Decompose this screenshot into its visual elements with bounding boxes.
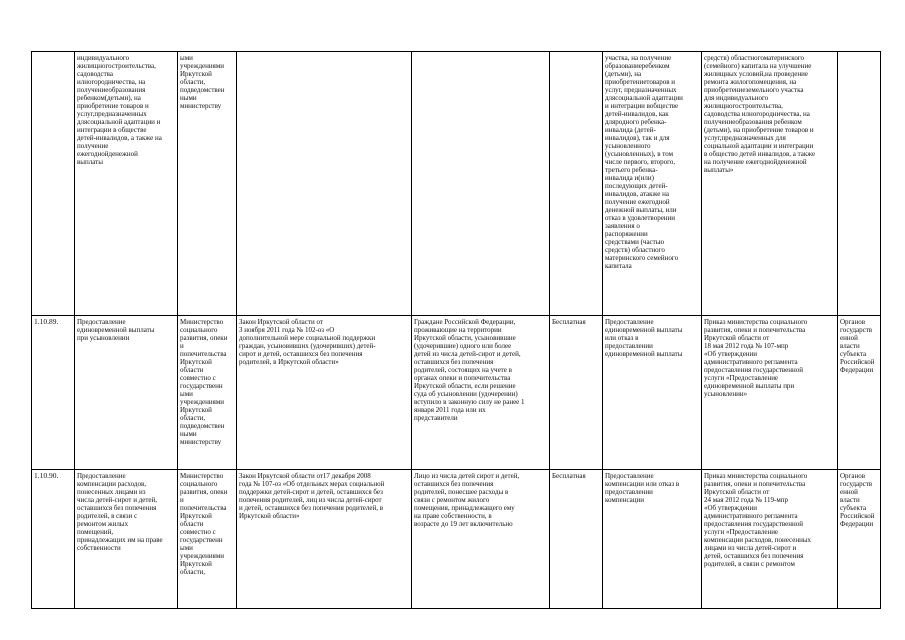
- row-divider: [31, 469, 881, 470]
- table-border-right: [880, 51, 881, 609]
- cell-recipients: Лицо из числа детей сирот и детей, оставшихся без попечения родителей, понесшее расходы в связи с ремонтом жилого помещения, принадлежащего ему на праве собственности, в возрасте до 19 лет включительно: [414, 472, 520, 528]
- table-border-left: [31, 51, 32, 609]
- cell-fee: Бесплатная: [552, 318, 586, 326]
- column-divider: [411, 51, 412, 609]
- row-number: 1.10.89.: [34, 318, 59, 326]
- cell-result: Предоставление компенсации или отказ в предоставлении компенсации: [605, 472, 680, 504]
- cell-authority: Органов государств енной власти субъекта Российской Федерации: [840, 472, 875, 528]
- column-divider: [602, 51, 603, 609]
- cell-result: Предоставление единовременной выплаты или отказ в предоставлении единовременной выплаты: [605, 318, 683, 358]
- cell-service: Предоставление единовременной выплаты при усыновлении: [77, 318, 155, 342]
- column-divider: [701, 51, 702, 609]
- cell-provider-continued: ыми учреждениями Иркутской области, подведомствен ными министерству: [180, 54, 225, 110]
- column-divider: [74, 51, 75, 609]
- cell-recipients: Граждане Российской Федерации, проживающие на территории Иркутской области, усыновившие (удочерившие) одного или более детей из числа детей-сирот и детей, оставшихся без попечения родителей, состоящих на учете в органах опеки и попечительства Иркутской области, если решение суда об усыновлении (удочерении) вступило в законную силу не ранее 1 января 2011 года или их представители: [414, 318, 525, 422]
- cell-fee: Бесплатная: [552, 472, 586, 480]
- row-number: 1.10.90.: [34, 472, 59, 480]
- cell-regulation-continued: средств) областногоматеринского (семейного) капитала на улучшение жилищных условий,на проведение ремонта жилогопомещения, на приобретениеземельного участка для индивидуального жилищногостроительства, садоводства илногородничества, на получениеобразования ребенком (детьми), на приобретение товаров и услуг,предназначенных для социальной адаптации и интеграции в общество детей инвалидов, а также на получение ежегоднойденежной выплаты»: [704, 54, 816, 174]
- column-divider: [177, 51, 178, 609]
- cell-authority: Органов государств енной власти субъекта Российской Федерации: [840, 318, 875, 374]
- cell-law: Закон Иркутской области от17 декабря 2008 года № 107-оз «Об отдельных мерах социальной поддержки детей-сирот и детей, оставшихся без попечения родителей, лиц из числа детей-сирот и детей, оставшихся без попечения родителей, в Иркутской области»: [239, 472, 385, 520]
- column-divider: [837, 51, 838, 609]
- table-border-top: [31, 51, 881, 52]
- cell-provider: Министерство социального развития, опеки и попечительства Иркутской области совместно с государственн ыми учреждениями Иркутской области,: [180, 472, 228, 576]
- cell-service: Предоставление компенсации расходов, понесенных лицами из числа детей-сирот и детей, оставшихся без попечения родителей, в связи с ремонтом жилых помещений, принадлежащих им на праве собственности: [77, 472, 163, 552]
- cell-law: Закон Иркутской области от 3 ноября 2011 года № 102-оз «О дополнительной мере социальной поддержки граждан, усыновивших (удочеривших) детей- сирот и детей, оставшихся без попечения родителей, в Иркутской области»: [239, 318, 376, 366]
- cell-service-continued: индивидуального жилищногостроительства, садоводства илногородничества, на получениеобразования ребенком(детьми), на приобретение товаров и услуг,предназначенных длясоциальной адаптации и интеграции в обществе детей-инвалидов, а также на получение ежегоднойденежной выплаты: [77, 54, 162, 166]
- cell-provider: Министерство социального развития, опеки и попечительства Иркутской области совместно с государственн ыми учреждениями Иркутской области, подведомствен ными министерству: [180, 318, 228, 446]
- column-divider: [549, 51, 550, 609]
- cell-regulation: Приказ министерства социального развития, опеки и попечительства Иркутской области от 18 мая 2012 года № 107-мпр «Об утверждении административного регламента предоставления государственной услуги «Предоставление единовременной выплаты при усыновлении»: [704, 318, 808, 398]
- row-divider: [31, 315, 881, 316]
- column-divider: [236, 51, 237, 609]
- table-border-bottom: [31, 608, 881, 609]
- cell-result-continued: участка, на получение образованиеребенком (детьми), на приобретениетоваров и услуг, предназначенных длясоциальной адаптации и интеграции вобществе детей-инвалидов, как дляродного ребенка- инвалида (детей- инвалидов), так и для усыновленного (усыновленных), в том числе первого, второго, третьего ребенка- инвалида и(или) последующих детей- инвалидов, атакже на получение ежегодной денежной выплаты, или отказ в удовлетворении заявления о распоряжении средствами (частью средств) областного материнского семейного капитала: [605, 54, 683, 270]
- cell-regulation: Приказ министерства социального развития, опеки и попечительства Иркутской области от 24 мая 2012 года № 119-мпр «Об утверждении административного регламента предоставления государственной услуги «Предоставление компенсации расходов, понесенных лицами из числа детей-сирот и детей, оставшихся без попечения родителей, в связи с ремонтом: [704, 472, 812, 568]
